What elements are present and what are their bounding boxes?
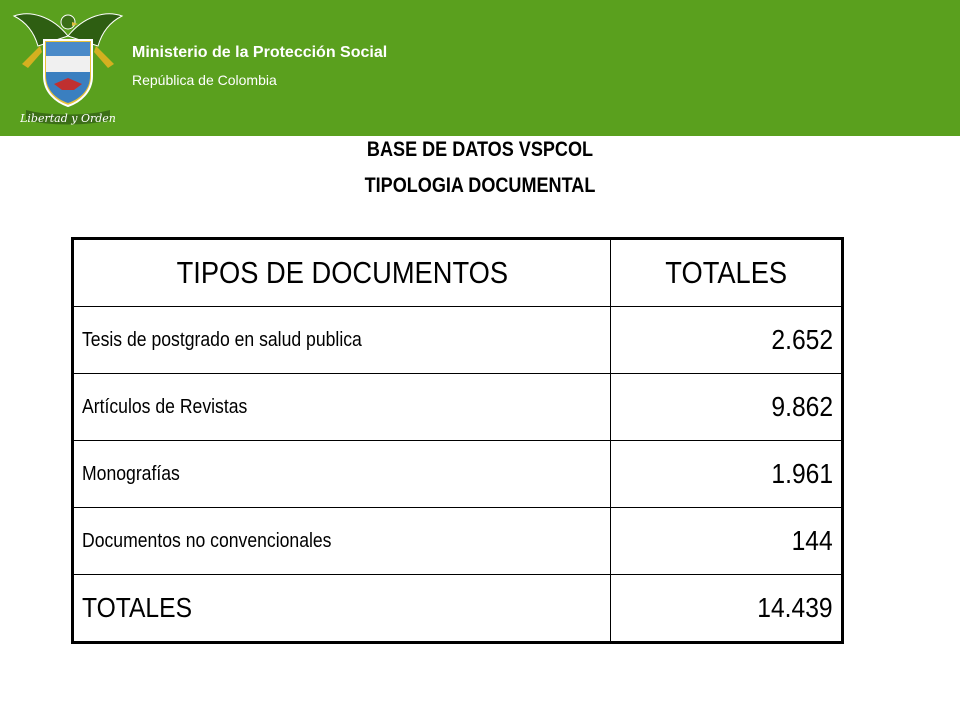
table-row	[73, 508, 843, 575]
doc-type-cell: Tesis de postgrado en salud publica	[73, 307, 611, 374]
grand-total-cell: 14.439	[611, 575, 843, 643]
page-title: BASE DE DATOS VSPCOL	[366, 138, 594, 161]
table-header-row	[73, 239, 843, 307]
table-row	[73, 441, 843, 508]
column-header-type: TIPOS DE DOCUMENTOS	[73, 239, 611, 307]
crest-motto: Libertad y Orden	[20, 112, 116, 125]
doc-type-cell: Monografías	[73, 441, 611, 508]
doc-total-cell: 144	[611, 508, 843, 575]
colombia-coat-of-arms-icon	[12, 6, 124, 130]
page-subtitle: TIPOLOGIA DOCUMENTAL	[364, 174, 596, 197]
doc-type-cell: Documentos no convencionales	[73, 508, 611, 575]
table-row	[73, 374, 843, 441]
doc-type-cell: Artículos de Revistas	[73, 374, 611, 441]
document-types-table	[71, 237, 844, 644]
doc-total-cell: 2.652	[611, 307, 843, 374]
country-name: República de Colombia	[132, 72, 277, 88]
total-label-cell: TOTALES	[73, 575, 611, 643]
header-banner	[0, 0, 960, 136]
column-header-total: TOTALES	[611, 239, 843, 307]
ministry-name: Ministerio de la Protección Social	[132, 44, 388, 61]
table-row	[73, 307, 843, 374]
table-total-row	[73, 575, 843, 643]
doc-total-cell: 9.862	[611, 374, 843, 441]
doc-total-cell: 1.961	[611, 441, 843, 508]
